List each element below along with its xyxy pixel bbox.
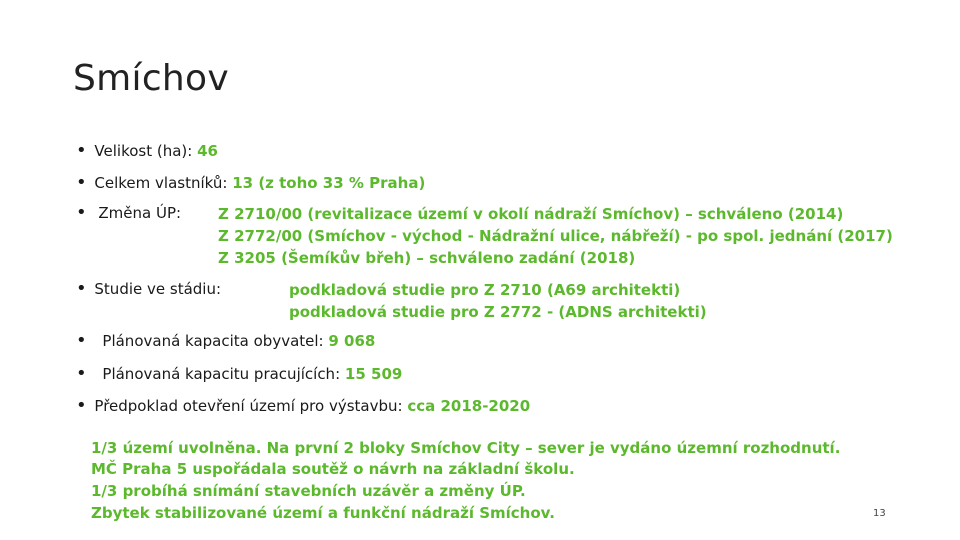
bullet-owners — [76, 173, 425, 193]
bullet-plan-change-label: Změna ÚP: — [98, 204, 182, 222]
note-line-2: MČ Praha 5 uspořádala soutěž o návrh na základní školu. — [91, 460, 575, 478]
bullet-size-label: Velikost (ha): — [94, 142, 193, 160]
study-line-1: podkladová studie pro Z 2710 (A69 architekti) — [289, 281, 681, 299]
bullet-size-value: 46 — [197, 142, 218, 160]
bullet-dot-icon: • — [76, 363, 87, 384]
bullet-residents — [76, 331, 375, 351]
bullet-workers — [76, 364, 402, 384]
bullet-opening-label: Předpoklad otevření území pro výstavbu: — [94, 397, 403, 415]
bullet-workers-value: 15 509 — [344, 365, 403, 383]
bullet-opening-value: cca 2018-2020 — [407, 397, 531, 415]
bullet-study — [76, 279, 221, 299]
plan-change-line-3: Z 3205 (Šemíkův břeh) – schváleno zadání (2018) — [218, 249, 636, 267]
note-line-3: 1/3 probíhá snímání stavebních uzávěr a změny ÚP. — [91, 482, 526, 500]
note-line-4: Zbytek stabilizované území a funkční nádraží Smíchov. — [91, 504, 555, 522]
bullet-owners-label: Celkem vlastníků: — [94, 174, 228, 192]
bullet-dot-icon: • — [76, 140, 87, 161]
page-number: 13 — [873, 508, 886, 519]
plan-change-line-2: Z 2772/00 (Smíchov - východ - Nádražní ulice, nábřeží) - po spol. jednání (2017) — [218, 227, 893, 245]
bullet-size — [76, 141, 218, 161]
bullet-study-label: Studie ve stádiu: — [94, 280, 222, 298]
bullet-workers-label: Plánovaná kapacitu pracujících: — [102, 365, 341, 383]
bullet-dot-icon: • — [76, 278, 87, 299]
bullet-dot-icon: • — [76, 172, 87, 193]
study-line-2: podkladová studie pro Z 2772 - (ADNS architekti) — [289, 303, 707, 321]
bullet-opening — [76, 396, 530, 416]
plan-change-line-1: Z 2710/00 (revitalizace území v okolí nádraží Smíchov) – schváleno (2014) — [218, 205, 844, 223]
bullet-dot-icon: • — [76, 202, 87, 223]
bullet-plan-change — [76, 203, 181, 223]
bullet-dot-icon: • — [76, 330, 87, 351]
bullet-owners-value: 13 (z toho 33 % Praha) — [232, 174, 426, 192]
bullet-residents-value: 9 068 — [328, 332, 376, 350]
note-line-1: 1/3 území uvolněna. Na první 2 bloky Smíchov City – sever je vydáno územní rozhodnutí. — [91, 439, 841, 457]
slide-title: Smíchov — [73, 58, 229, 99]
bullet-dot-icon: • — [76, 395, 87, 416]
bullet-residents-label: Plánovaná kapacita obyvatel: — [102, 332, 324, 350]
